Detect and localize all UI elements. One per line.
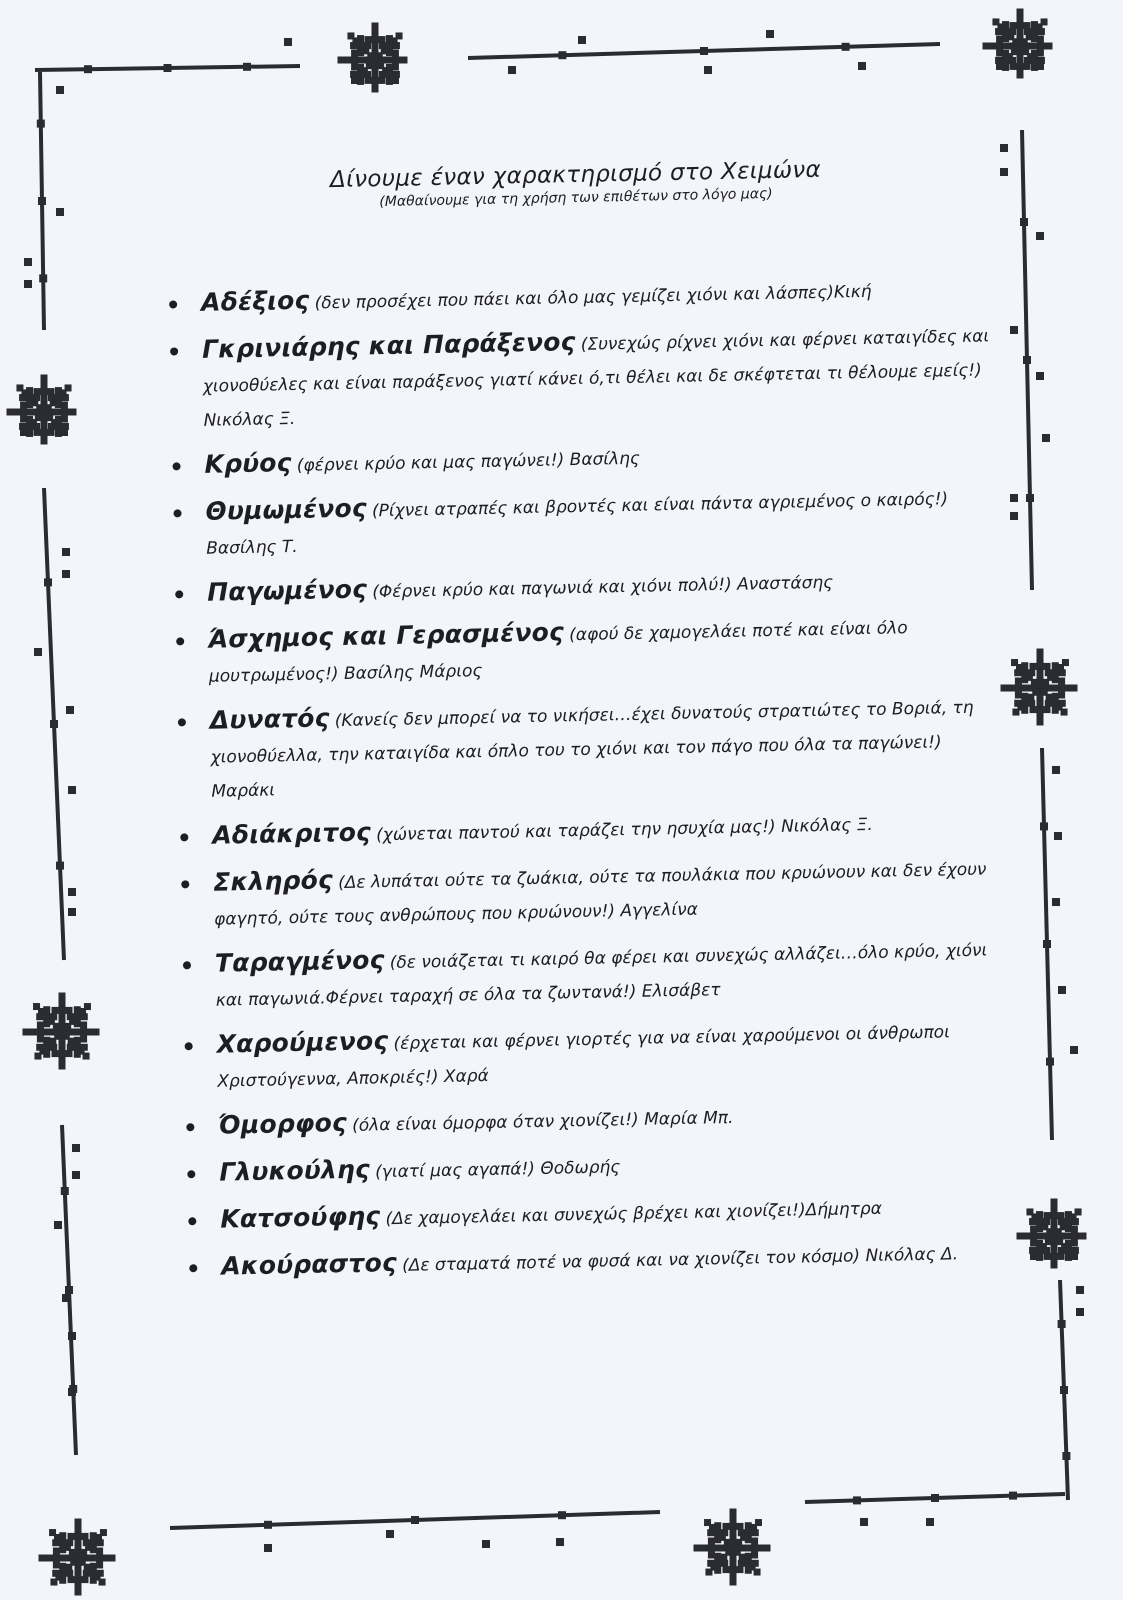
stitch (392, 50, 399, 71)
stitch (39, 1555, 46, 1562)
adjective: Ακούραστος (220, 1247, 398, 1281)
bar-knot (37, 120, 45, 128)
list-item (183, 1233, 1014, 1287)
stitch-dot (68, 908, 76, 916)
stitch (751, 1538, 758, 1559)
stitch (41, 422, 48, 443)
bar-knot (39, 274, 47, 282)
bullet-icon (186, 1123, 194, 1131)
bar-knot (1062, 1452, 1070, 1460)
adjective: Άσχημος και Γερασμένος (207, 617, 565, 654)
list-item (169, 559, 1000, 613)
stitch (983, 43, 990, 50)
adjective: Κρύος (204, 448, 292, 479)
stitch (75, 1519, 82, 1526)
stitch (59, 1000, 66, 1021)
bar-knot (558, 1511, 566, 1519)
stitch (1002, 21, 1009, 42)
stitch-dot (1036, 372, 1044, 380)
list-item (170, 606, 1001, 694)
bullet-icon (185, 1042, 193, 1050)
stitch-dot (556, 1538, 564, 1546)
description: (δε νοιάζεται τι καιρό θα φέρει και συνεχώς αλλάζει…όλο κρύο, χιόνι και παγωνιά.Φέρνει ταραχή σε όλα τα ζωντανά!) Ελισάβετ (215, 940, 988, 1011)
stitch-dot (1052, 898, 1060, 906)
stitch (59, 1043, 66, 1064)
stitch (338, 57, 345, 64)
stitch-dot (264, 1544, 272, 1552)
adjective: Χαρούμενος (216, 1026, 389, 1059)
stitch (59, 1532, 66, 1553)
bar-knot (44, 578, 52, 586)
stitch-dot (1076, 1308, 1084, 1316)
stitch-dot (68, 1332, 76, 1340)
stitch-dot (24, 258, 32, 266)
stitch (1051, 1205, 1058, 1226)
stitch (55, 416, 62, 437)
stitch (372, 23, 379, 30)
adjective: Θυμωμένος (205, 493, 368, 526)
stitch-dot (1070, 1046, 1078, 1054)
description: (Δε σταματά ποτέ να φυσά και να χιονίζει τον κόσμο) Νικόλας Δ. (401, 1244, 959, 1276)
bullet-icon (175, 590, 183, 598)
stitch (1037, 656, 1044, 677)
icicle-bar (1020, 130, 1034, 590)
description: (Δε λυπάται ούτε τα ζωάκια, ούτε τα πουλάκια που κρυώνουν και δεν έχουν φαγητό, ούτε τους ανθρώπους που κρυώνουν!) Αγγελίνα (213, 859, 987, 930)
stitch (386, 35, 393, 56)
stitch (708, 1538, 715, 1559)
bullet-icon (172, 462, 180, 470)
stitch (1030, 1226, 1037, 1247)
description: (φέρνει κρύο και μας παγώνει!) Βασίλης (296, 448, 641, 476)
stitch (1052, 662, 1059, 683)
stitch (23, 1029, 30, 1036)
stitch (730, 1509, 737, 1516)
stitch (1058, 678, 1065, 699)
stitch-dot (386, 1530, 394, 1538)
bar-knot (842, 43, 850, 51)
stitch (90, 1532, 97, 1553)
stitch-dot (766, 30, 774, 38)
stitch (1013, 39, 1027, 53)
stitch (37, 405, 51, 419)
stitch-dot (1010, 326, 1018, 334)
adjective: Σκληρός (212, 865, 334, 897)
stitch-dot (1010, 494, 1018, 502)
stitch (1033, 681, 1047, 695)
bar-knot (411, 1516, 419, 1524)
icicle-bar (37, 72, 47, 330)
adjective: Παγωμένος (206, 574, 368, 607)
stitch-dot (72, 1144, 80, 1152)
stitch (372, 70, 379, 91)
stitch (357, 35, 364, 56)
stitch (1031, 50, 1038, 71)
bar-knot (700, 47, 708, 55)
adjective: Αδιάκριτος (211, 817, 372, 850)
stitch (59, 993, 66, 1000)
stitch (1051, 1199, 1058, 1206)
stitch (1031, 21, 1038, 42)
stitch (714, 1522, 721, 1543)
stitch (1021, 662, 1028, 683)
stitch (705, 1569, 712, 1576)
stitch (26, 416, 33, 437)
stitch (745, 1553, 752, 1574)
stitch (61, 429, 68, 436)
stitch (43, 1006, 50, 1027)
bar-knot (1043, 940, 1051, 948)
stitch (1037, 649, 1044, 656)
adjective: Δυνατός (209, 703, 330, 735)
adjective: Γλυκούλης (219, 1154, 371, 1187)
stitch (1036, 1211, 1043, 1232)
stitch (1012, 709, 1019, 716)
stitch (34, 1053, 41, 1060)
stitch (37, 1022, 44, 1043)
description: (Φέρνει κρύο και παγωνιά και χιόνι πολύ!) Αναστάσης (372, 572, 834, 603)
stitch-dot (1054, 832, 1062, 840)
stitch (714, 1553, 721, 1574)
list-item (172, 687, 1004, 809)
stitch (745, 1522, 752, 1543)
stitch (80, 1022, 87, 1043)
stitch (1030, 1253, 1037, 1260)
stitch (20, 429, 27, 436)
stitch (392, 77, 399, 84)
bar-knot (1009, 1492, 1017, 1500)
bullet-icon (170, 347, 178, 355)
snowflake-icon (1017, 1199, 1087, 1269)
stitch-dot (24, 280, 32, 288)
bullet-icon (169, 300, 177, 308)
stitch (368, 53, 382, 67)
stitch (71, 1551, 85, 1565)
stitch (1071, 1226, 1078, 1247)
stitch (1021, 693, 1028, 714)
stitch (1017, 9, 1024, 16)
bullet-icon (180, 833, 188, 841)
stitch-dot (54, 1221, 62, 1229)
stitch (1015, 678, 1022, 699)
stitch (1036, 1240, 1043, 1261)
adjective: Ταραγμένος (214, 945, 385, 978)
bar-knot (243, 63, 251, 71)
stitch (357, 64, 364, 85)
stitch (74, 1006, 81, 1027)
stitch (372, 29, 379, 50)
stitch (730, 1559, 737, 1580)
stitch (1017, 15, 1024, 36)
stitch-dot (284, 38, 292, 46)
bar-knot (1026, 494, 1034, 502)
bar-knot (558, 51, 566, 59)
stitch (83, 1053, 90, 1060)
stitch (730, 1516, 737, 1537)
description: (Κανείς δεν μπορεί να το νικήσει…έχει δυνατούς στρατιώτες το Βοριά, τη χιονοθύελλα, την καταιγίδα και όπλο του το χιόνι και τον πάγο που όλα τα παγώνει!) Μαράκι (210, 697, 974, 802)
stitch (1002, 50, 1009, 71)
stitch-dot (482, 1540, 490, 1548)
stitch-dot (68, 786, 76, 794)
list-item (181, 1139, 1012, 1193)
description: (όλα είναι όμορφα όταν χιονίζει!) Μαρία Μπ. (351, 1107, 734, 1136)
description: (Συνεχώς ρίχνει χιόνι και φέρνει καταιγίδες και χιονοθύελες και είναι παράξενος γιατί κάνει ό,τι θέλει και δε σκέφτεται τι θέλουμε εμείς!) Νικόλας Ξ. (202, 326, 990, 431)
stitch-dot (578, 36, 586, 44)
stitch-dot (704, 66, 712, 74)
bar-knot (65, 1286, 73, 1294)
stitch (41, 381, 48, 402)
bar-knot (1023, 356, 1031, 364)
snowflake-icon (23, 993, 100, 1070)
stitch-dot (858, 62, 866, 70)
bar-knot (56, 862, 64, 870)
snowflake-icon (39, 1519, 116, 1596)
adjective: Αδέξιος (200, 285, 310, 317)
stitch (7, 409, 14, 416)
stitch (1065, 1211, 1072, 1232)
description: (χώνεται παντού και ταράζει την ησυχία μας!) Νικόλας Ξ. (375, 814, 873, 846)
stitch (61, 402, 68, 423)
bullet-icon (189, 1264, 197, 1272)
stitch (1061, 709, 1068, 716)
stitch (99, 1579, 106, 1586)
stitch (351, 77, 358, 84)
stitch (96, 1548, 103, 1569)
description: (δεν προσέχει που πάει και όλο μας γεμίζει χιόνι και λάσπες)Κική (314, 281, 872, 314)
stitch-dot (62, 548, 70, 556)
bar-knot (61, 1187, 69, 1195)
stitch (386, 64, 393, 85)
stitch (75, 1569, 82, 1590)
stitch (996, 36, 1003, 57)
stitch-dot (68, 1388, 76, 1396)
icicle-bar (1040, 748, 1054, 1140)
stitch (1071, 1253, 1078, 1260)
document-body (160, 141, 1014, 1297)
stitch (1017, 56, 1024, 77)
bar-knot (1060, 1386, 1068, 1394)
stitch-dot (62, 1294, 70, 1302)
stitch (75, 1526, 82, 1547)
stitch (694, 1545, 701, 1552)
snowflake-icon (338, 23, 408, 93)
stitch-dot (860, 1518, 868, 1526)
stitch (726, 1541, 740, 1555)
stitch (55, 387, 62, 408)
stitch (1037, 63, 1044, 70)
stitch-dot (62, 570, 70, 578)
adjective: Όμορφος (218, 1107, 348, 1140)
page-title: Δίνουμε έναν χαρακτηρισμό στο Χειμώνα (329, 156, 822, 194)
bar-knot (84, 65, 92, 73)
stitch (20, 402, 27, 423)
stitch (1037, 36, 1044, 57)
stitch (351, 50, 358, 71)
stitch-dot (56, 86, 64, 94)
stitch (74, 1037, 81, 1058)
stitch-dot (1042, 434, 1050, 442)
adjective-list (163, 269, 1014, 1287)
snowflake-icon (983, 9, 1053, 79)
bar-knot (1058, 1320, 1066, 1328)
snowflake-icon (7, 375, 77, 445)
description: (Ρίχνει ατραπές και βροντές και είναι πάντα αγριεμένος ο καιρός!) Βασίλης Τ. (206, 489, 949, 559)
bar-knot (1046, 1058, 1054, 1066)
stitch-dot (1076, 1286, 1084, 1294)
adjective: Γκρινιάρης και Παράξενος (201, 327, 576, 364)
stitch (55, 1025, 69, 1039)
stitch (1017, 1233, 1024, 1240)
icicle-bar (1058, 1280, 1071, 1500)
list-item (164, 316, 996, 438)
icicle-bar (805, 1492, 1065, 1505)
snowflake-icon (1001, 649, 1078, 726)
stitch-dot (34, 648, 42, 656)
stitch (43, 1037, 50, 1058)
list-item (178, 1011, 1009, 1099)
stitch (754, 1569, 761, 1576)
list-item (180, 1092, 1011, 1146)
bullet-icon (183, 961, 191, 969)
stitch-dot (1058, 986, 1066, 994)
stitch-dot (68, 888, 76, 896)
snowflake-icon (694, 1509, 771, 1586)
stitch-dot (926, 1518, 934, 1526)
list-item (177, 930, 1008, 1018)
stitch (1037, 699, 1044, 720)
list-item (182, 1186, 1013, 1240)
stitch (1001, 685, 1008, 692)
bar-knot (50, 720, 58, 728)
list-item (166, 431, 997, 485)
bullet-icon (187, 1170, 195, 1178)
stitch-dot (66, 706, 74, 714)
stitch-dot (1010, 512, 1018, 520)
stitch (1047, 1229, 1061, 1243)
stitch (1052, 693, 1059, 714)
bar-knot (1020, 218, 1028, 226)
stitch-dot (1036, 232, 1044, 240)
stitch-dot (508, 66, 516, 74)
stitch (59, 1563, 66, 1584)
description: (γιατί μας αγαπά!) Θοδωρής (374, 1157, 621, 1183)
stitch (1051, 1246, 1058, 1267)
bullet-icon (173, 509, 181, 517)
bar-knot (38, 197, 46, 205)
bar-knot (264, 1521, 272, 1529)
stitch-dot (1000, 168, 1008, 176)
icicle-bar (170, 1511, 660, 1529)
list-item (174, 802, 1005, 856)
icicle-bar (468, 43, 940, 59)
list-item (167, 478, 998, 566)
list-item (175, 849, 1006, 937)
description: (Δε χαμογελάει και συνεχώς βρέχει και χιονίζει!)Δήμητρα (385, 1198, 883, 1230)
bar-knot (164, 64, 172, 72)
stitch (41, 375, 48, 382)
list-item (163, 269, 994, 323)
bullet-icon (176, 637, 184, 645)
icicle-bar (35, 63, 300, 73)
bar-knot (853, 1496, 861, 1504)
bar-knot (1040, 822, 1048, 830)
stitch-dot (72, 1171, 80, 1179)
description: (έρχεται και φέρνει γιορτές για να είναι χαρούμενοι οι άνθρωποι Χριστούγεννα, Αποκριές!) Χαρά (217, 1022, 951, 1092)
bar-knot (931, 1494, 939, 1502)
bullet-icon (181, 880, 189, 888)
stitch-dot (1052, 766, 1060, 774)
stitch (996, 63, 1003, 70)
stitch (50, 1579, 57, 1586)
icicle-bar (44, 488, 64, 960)
page-subtitle: (Μαθαίνουμε για τη χρήση των επιθέτων στο λόγο μας) (379, 185, 773, 211)
description: (αφού δε χαμογελάει ποτέ και είναι όλο μουτρωμένος!) Βασίλης Μάριος (208, 618, 908, 687)
stitch (53, 1548, 60, 1569)
stitch-dot (1000, 144, 1008, 152)
stitch (1065, 1240, 1072, 1261)
stitch (26, 387, 33, 408)
bullet-icon (178, 718, 186, 726)
bullet-icon (188, 1217, 196, 1225)
adjective: Κατσούφης (220, 1201, 381, 1234)
stitch-dot (56, 208, 64, 216)
stitch (90, 1563, 97, 1584)
